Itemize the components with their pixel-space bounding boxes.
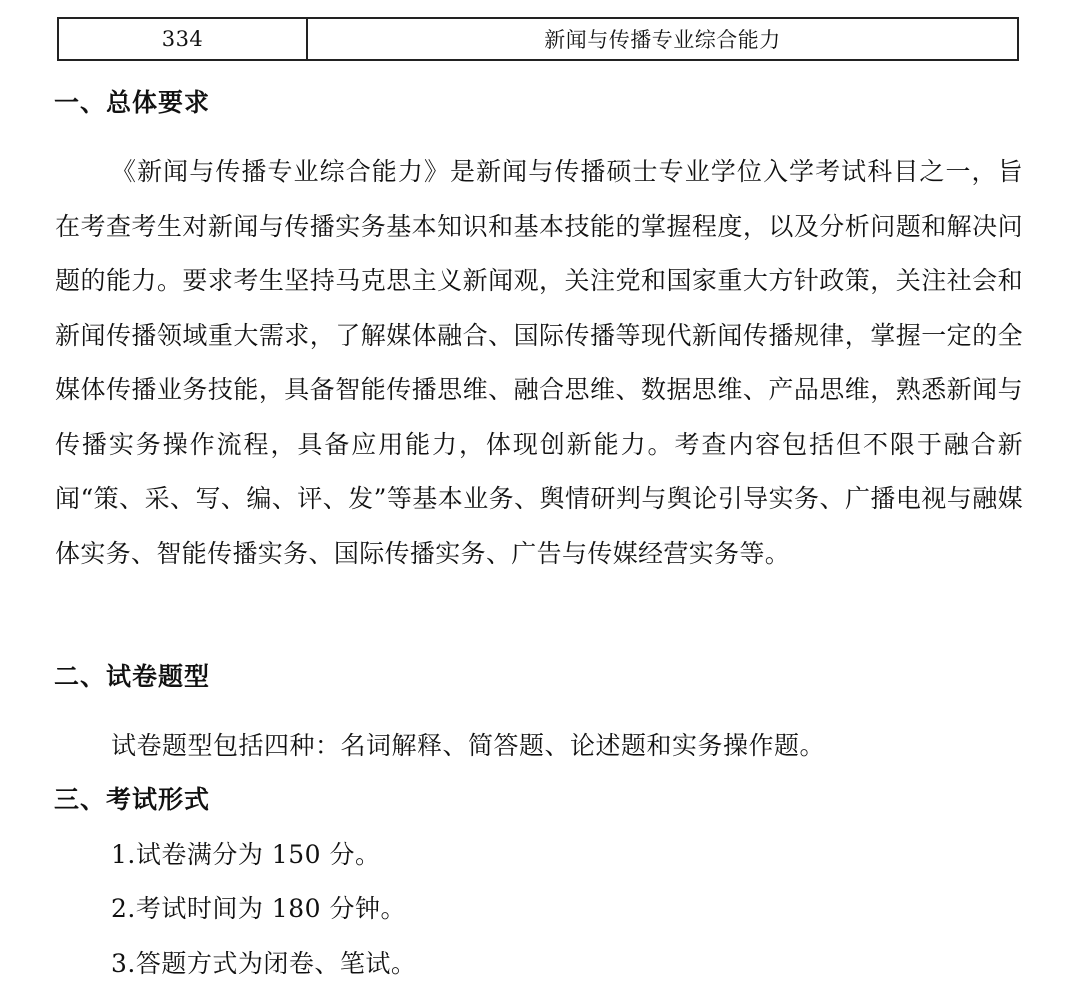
subject-header-table: [57, 17, 1019, 61]
section-heading-general: 一、总体要求: [54, 88, 211, 117]
subject-name: 新闻与传播专业综合能力: [544, 28, 781, 52]
exam-format-item: 1.试卷满分为 150 分。: [111, 840, 381, 869]
question-types-paragraph: 试卷题型包括四种：名词解释、简答题、论述题和实务操作题。: [111, 731, 826, 760]
general-requirements-paragraph: 《新闻与传播专业综合能力》是新闻与传播硕士专业学位入学考试科目之一，旨在考查考生对新闻与传播实务基本知识和基本技能的掌握程度，以及分析问题和解决问题的能力。要求考生坚持马克思主义新闻观，关注党和国家重大方针政策，关注社会和新闻传播领域重大需求，了解媒体融合、国际传播等现代新闻传播规律，掌握一定的全媒体传播业务技能，具备智能传播思维、融合思维、数据思维、产品思维，熟悉新闻与传播实务操作流程，具备应用能力，体现创新能力。考查内容包括但不限于融合新闻“策、采、写、编、评、发”等基本业务、舆情研判与舆论引导实务、广播电视与融媒体实务、智能传播实务、国际传播实务、广告与传媒经营实务等。: [55, 157, 1023, 568]
subject-code: 334: [59, 19, 308, 59]
exam-format-item: 3.答题方式为闭卷、笔试。: [111, 949, 417, 978]
section-heading-question-types: 二、试卷题型: [54, 662, 211, 691]
section-heading-exam-format: 三、考试形式: [54, 785, 211, 814]
exam-format-item: 2.考试时间为 180 分钟。: [111, 894, 406, 923]
